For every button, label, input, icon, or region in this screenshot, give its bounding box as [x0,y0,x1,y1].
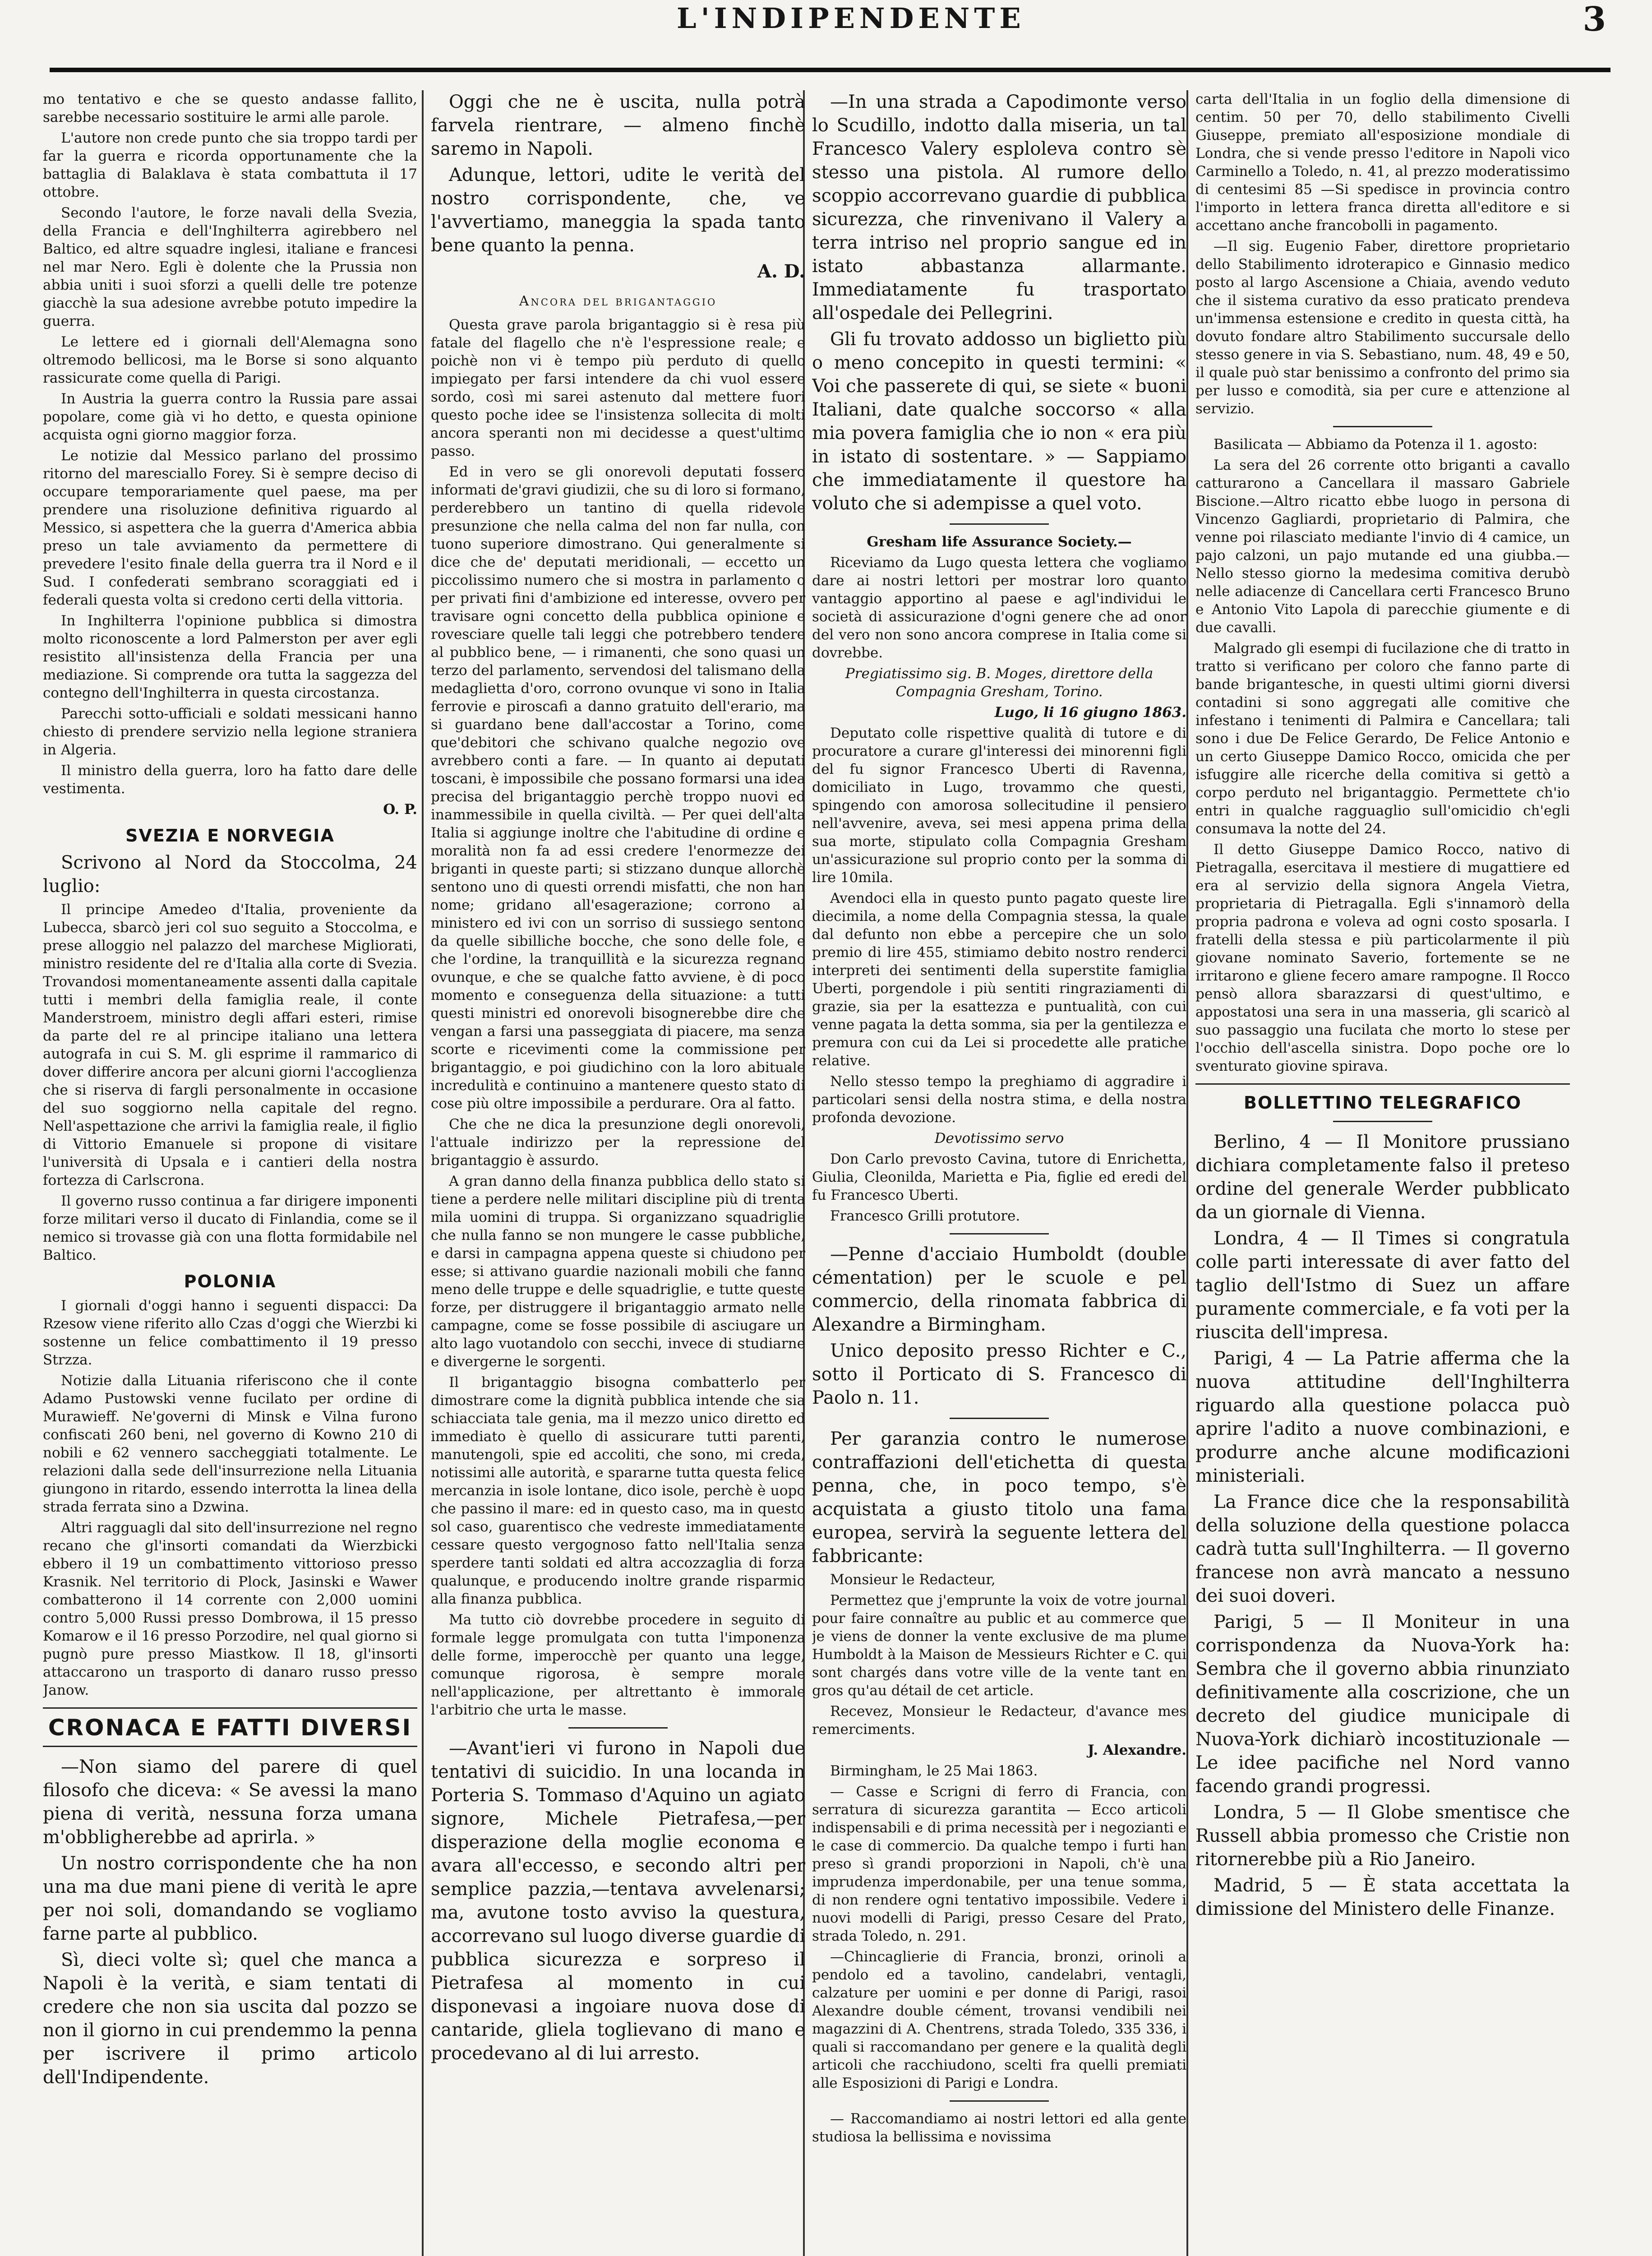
letter-salutation: Monsieur le Redacteur, [830,1572,996,1588]
article-paragraph: Altri ragguagli dal sito dell'insurrezione nel regno recano che gl'insorti comandati da Wierzbicki ebbero il 19 un combattimento vittorioso presso Krasnik. Nel territorio di Plock, Jasinski e Wawer combatterono il 14 corrente con 2,000 uomini contro 5,000 Russi presso Dombrowa, il 15 presso Komarow e il 16 presso Porzodire, nel qual giorno si pugnò pure presso Miastkow. Il 18, gl'insorti attaccarono un trasporto di danaro russo presso Janow. [43,1520,417,1698]
section-rule [43,1746,417,1747]
letter-signature: Don Carlo prevosto Cavina, tutore di Enrichetta, Giulia, Cleonilda, Marietta e Pia, figlie ed eredi del fu Francesco Uberti. [812,1151,1186,1203]
section-rule [950,523,1049,525]
section-heading: Ancora del brigantaggio [519,293,717,309]
section-rule [950,1418,1049,1419]
letter-body: Permettez que j'emprunte la voix de votre journal pour faire connaître au public et au commerce que je viens de donner la vente exclusive de ma plume Humboldt à la Maison de Messieurs Richter e C. qui sont chargés dans votre ville de la vente tant en gros qu'au détail de cet article. [812,1592,1186,1699]
advertisement: Unico deposito presso Richter e C., sotto il Porticato di S. Francesco di Paolo n. 11. [812,1341,1186,1408]
article-paragraph: In Austria la guerra contro la Russia pare assai popolare, come già vi ho detto, e questa opinione acquista ogni giorno maggior forza. [43,391,417,443]
article-paragraph: Il principe Amedeo d'Italia, proveniente da Lubecca, sbarcò jeri col suo seguito a Stoccolma, e prese alloggio nel palazzo del marchese Migliorati, ministro residente del re d'Italia alla corte di Svezia. Trovandosi momentaneamente assenti dalla capitale tutti i membri della famiglia reale, il conte Manderstroem, ministro degli affari esteri, rimise da parte del re al principe italiano una lettera autografa in cui S. M. gli esprime il rammarico di dover differire ancora per alcuni giorni l'accoglienza che si riserva di fargli personalmente in occasione del suo soggiorno nella capitale del regno. Nell'aspettazione che arrivi la famiglia reale, il figlio di Vittorio Emanuele si propone di visitare l'università di Upsala e i cantieri della nostra fortezza di Carlscrona. [43,901,417,1188]
column-1 [43,90,417,2256]
article-paragraph: Avendoci ella in questo punto pagato queste lire diecimila, a nome della Compagnia stessa, la quale dal defunto non ebbe a percepire che un solo premio di lire 455, stimiamo debito nostro renderci interpreti dei sentimenti della superstite famiglia Uberti, porgendole i più sentiti ringraziamenti di grazie, sia per la esattezza e puntualità, con cui venne pagata la detta somma, sia per la gentilezza e premura con cui da Lei si procedette alle pratiche relative. [812,890,1186,1069]
letter-signature: J. Alexandre. [1087,1742,1186,1758]
letter-address: Pregiatissimo sig. B. Moges, direttore della Compagnia Gresham, Torino. [845,666,1154,700]
letter-date: Birmingham, le 25 Mai 1863. [830,1763,1038,1779]
section-rule [950,1233,1049,1234]
advertisement: — Casse e Scrigni di ferro di Francia, con serratura di sicurezza garantita — Ecco articoli indispensabili e di prima necessità per i negozianti e le case di commercio. Da qualche tempo i furti han preso sì grandi proporzioni in Napoli, ch'è una imprudenza imperdonabile, per una tenue somma, di non rendere ogni tentativo impossibile. Vedere i nuovi modelli di Parigi, presso Cesare del Prato, strada Toledo, n. 291. [812,1784,1186,1944]
article-paragraph: Malgrado gli esempi di fucilazione che di tratto in tratto si verificano per coloro che fanno parte di bande brigantesche, in questi ultimi giorni diversi contadini si sono aggregati alle comitive che infestano i tenimenti di Palmira e Cancellara; tali sono i due De Felice Gerardo, De Felice Antonio e un certo Giuseppe Damico Rocco, omicida che per isfuggire alle ricerche della comitiva si gettò a corpo perduto nel brigantaggio. Permettete ch'io entri in qualche ragguaglio sull'omicidio ch'egli consumava la notte del 24. [1195,640,1570,837]
article-paragraph: Oggi che ne è uscita, nulla potrà farvela rientrare, — almeno finchè saremo in Napoli. [431,92,805,159]
article-paragraph: mo tentativo e che se questo andasse fallito, sarebbe necessario sostituire le armi alle parole. [43,91,417,125]
advertisement: Per garanzia contro le numerose contraffazioni dell'etichetta di questa penna, che, in poco tempo, s'è acquistata a giusto titolo una fama europea, servirà la seguente lettera del fabbricante: [812,1428,1186,1567]
article-paragraph: Ma tutto ciò dovrebbe procedere in seguito di formale legge promulgata con tutta l'imponenza delle forme, imperocchè per quanto una legge, comunque rigorosa, è sempre morale nell'applicazione, per altrettanto è immorale l'arbitrio che urta le masse. [431,1612,805,1718]
article-paragraph: Adunque, lettori, udite le verità del nostro corrispondente, che, ve l'avvertiamo, maneggia la spada tanto bene quanto la penna. [431,165,805,256]
article-paragraph: —Avant'ieri vi furono in Napoli due tentativi di suicidio. In una locanda in Porteria S. Tommaso d'Aquino un agiato signore, Michele Pietrafesa,—per disperazione della moglie economa e avara all'eccesso, e secondo altri per semplice pazzia,—tentava avvelenarsi; ma, avutone tosto avviso la questura, accorrevano sul luogo diverse guardie di pubblica sicurezza e sorpreso il Pietrafesa al momento in cui disponevasi a ingoiare nuova dose di cantaride, gliela toglievano di mano e procedevano al di lui arresto. [431,1738,805,2064]
article-paragraph: Le lettere ed i giornali dell'Alemagna sono oltremodo bellicosi, ma le Borse si sono alquanto rassicurate come quella di Parigi. [43,334,417,386]
article-paragraph: Il governo russo continua a far dirigere imponenti forze militari verso il ducato di Finlandia, come se il nemico si trovasse già con una flotta formidabile nel Baltico. [43,1193,417,1263]
article-paragraph: Il detto Giuseppe Damico Rocco, nativo di Pietragalla, esercitava il mestiere di mugattiere ed era al servizio della signora Angela Vietra, proprietaria di Pietragalla. Egli s'innamorò della propria padrona e voleva ad ogni costo sposarla. I fratelli della stessa e più particolarmente il più giovane nominato Saverio, fortemente se ne irritarono e gliene fecero amare rampogne. Il Rocco pensò allora sbarazzarsi di quest'ultimo, e appostatosi una sera in una masseria, gli scaricò al suo passaggio una fucilata che morto lo stese per l'occhio dell'ascella sinistra. Dopo poche ore lo sventurato giovine spirava. [1195,841,1570,1074]
masthead-rule [50,68,1610,72]
article-paragraph: A gran danno della finanza pubblica dello stato si tiene a perdere nelle militari discipline più di trenta mila uomini di truppa. Si organizzano squadriglie che nulla fanno se non mungere le casse pubbliche, e darsi in campagna appena queste si chiudono per esse; si attivano guardie nazionali mobili che fanno meno delle truppe e delle squadriglie, e tutte queste forze, per distruggere il brigantaggio armato nelle campagne, come se fosse possibile di asciugare un alto lago vuotandolo con secchi, invece di studiarne e divergerne le sorgenti. [431,1173,805,1370]
article-paragraph: Ed in vero se gli onorevoli deputati fossero informati de'gravi giudizii, che su di loro si formano, perderebbero un tantino di quella ridevole presunzione che nella calma del non far nulla, con tuono superiore dimostrano. Qui generalmente si dice che de' deputati meridionali, — eccetto un piccolissimo numero che si mostra in parlamento o per privati fini d'ambizione ed interesse, ovvero per travisare ogni concetto della pubblica opinione e rovesciare quelle tali leggi che potrebbero tendere al pubblico bene, — i rimanenti, che sono quasi un terzo del parlamento, servendosi del talismano della medaglietta d'oro, corrono ovunque vi sono in Italia ferrovie e piroscafi a danno gratuito dell'erario, ma si guardano bene dall'accostar a Torino, come que'debitori che schivano qualche negozio ove avrebbero conti a fare. — In quanto ai deputati toscani, è impossibile che possano formarsi una idea precisa del brigantaggio perchè troppo nuovi ed inammessibile in quella civiltà. — Per quei dell'alta Italia si aggiunge inoltre che l'abitudine di ordine e moralità non fa ad essi credere l'enormezze dei briganti in queste parti; si stizzano dunque allorchè sentono uno di questi orrendi misfatti, che non han nome; gridano all'esagerazione; corrono al ministero ed ivi con un sorriso di sussiego sentono da quelle sibilliche bocche, che sono delle fole, e che l'ordine, la tranquillità e la sicurezza regnano ovunque, e che se qualche fatto avviene, è di poco momento e conseguenza della situazione: a tutti questi ministri ed onorevoli bisognerebbe dire che vengan a farsi una passeggiata di piacere, ma senza scorte e ricevimenti come la commissione per brigantaggio, e poi giudichino con la loro abituale incredulità e continuino a mantenere questo stato di cose più oltre impossibile a perdurare. Ora al fatto. [431,464,805,1112]
section-heading: BOLLETTINO TELEGRAFICO [1243,1093,1522,1113]
section-rule [43,1707,417,1709]
article-paragraph: I giornali d'oggi hanno i seguenti dispacci: Da Rzesow viene riferito allo Czas d'oggi che Wierzbi ki sostenne un felice combattimento il 19 presso Strzza. [43,1298,417,1368]
section-heading: CRONACA E FATTI DIVERSI [48,1715,412,1741]
article-paragraph: Parecchi sotto-ufficiali e soldati messicani hanno chiesto di prendere servizio nella legione straniera in Algeria. [43,706,417,758]
advertisement: —Chincaglierie di Francia, bronzi, orinoli a pendolo ed a tavolino, candelabri, ventagli, calzature per uomini e per donne di Parigi, rasoi Alexandre double cément, trovansi vendibili nei magazzini di A. Chentrens, strada Toledo, 335 336, i quali si raccomandano per genere e la qualità degli articoli che racchiudono, scelti fra quelli premiati alle Esposizioni di Parigi e Londra. [812,1949,1186,2091]
article-paragraph: L'autore non crede punto che sia troppo tardi per far la guerra e ricorda opportunamente che la battaglia di Balaklava è stata combattuta il 17 ottobre. [43,130,417,200]
article-paragraph: Sì, dieci volte sì; quel che manca a Napoli è la verità, e siam tentati di credere che non sia uscita dal pozzo se non il giorno in cui prendemmo la penna per iscrivere il primo articolo dell'Indipendente. [43,1950,417,2088]
article-signature: O. P. [383,801,417,818]
telegram-item: Londra, 5 — Il Globe smentisce che Russell abbia promesso che Cristie non ritornerebbe più a Rio Janeiro. [1195,1802,1570,1870]
section-heading: POLONIA [184,1271,277,1291]
article-paragraph: Deputato colle rispettive qualità di tutore e di procuratore a curare gl'interessi dei minorenni figli del fu signor Francesco Uberti di Ravenna, domiciliato in Lugo, trovammo che questi, spingendo con amorosa sollecitudine il pensiero nell'avvenire, aveva, sei mesi appena prima della sua morte, stipulato colla Compagnia Gresham un'assicurazione sul proprio conto per la somma di lire 10mila. [812,725,1186,886]
article-paragraph: Basilicata — Abbiamo da Potenza il 1. agosto: [1214,436,1538,453]
article-signature: A. D. [757,261,805,282]
column-3 [812,90,1186,2256]
telegram-item: Berlino, 4 — Il Monitore prussiano dichiara completamente falso il preteso ordine del generale Werder pubblicato da un giornale di Vienna. [1195,1132,1570,1223]
article-paragraph: La sera del 26 corrente otto briganti a cavallo catturarono a Cancellara il massaro Gabriele Biscione.—Altro ricatto ebbe luogo in persona di Vincenzo Gagliardi, proprietario di Palmira, che venne poi rilasciato mediante l'invio di 4 camice, un pajo calzoni, un pajo mutande ed una giubba.—Nello stesso giorno la medesima comitiva derubò nelle adiacenze di Cancellara certi Francesco Bruno e Antonio Vito Lapola di parecchie giumente e di due cavalli. [1195,457,1570,636]
telegram-item: Madrid, 5 — È stata accettata la dimissione del Ministero delle Finanze. [1195,1875,1570,1919]
column-4 [1195,90,1570,2256]
letter-signature: Francesco Grilli protutore. [830,1208,1020,1224]
advertisement: —Penne d'acciaio Humboldt (double cémentation) per le scuole e pel commercio, della rinomata fabbrica di Alexandre a Birmingham. [812,1244,1186,1335]
article-paragraph: Nello stesso tempo la preghiamo di aggradire i particolari sensi della nostra stima, e della nostra profonda devozione. [812,1073,1186,1126]
article-paragraph: Scrivono al Nord da Stoccolma, 24 luglio: [43,852,417,897]
advertisement: —Il sig. Eugenio Faber, direttore proprietario dello Stabilimento idroterapico e Ginnasio medico posto al largo Ascensione a Chiaia, avendo veduto che il sistema curativo da esso praticato prendeva un'immensa estensione e credito in questa città, ha dovuto fondare altro Stabilimento succursale dello stesso genere in via S. Sebastiano, num. 48, 49 e 50, il quale può star benissimo a confronto del primo sia per lusso e comodità, sia per cure e attenzione al servizio. [1195,238,1570,417]
column-divider [1186,90,1188,2256]
letter-closing: Devotissimo servo [934,1130,1064,1146]
article-paragraph: Il ministro della guerra, loro ha fatto dare delle vestimenta. [43,763,417,797]
article-paragraph: Notizie dalla Lituania riferiscono che il conte Adamo Pustowski venne fucilato per ordine di Murawieff. Ne'governi di Minsk e Vilna furono confiscati 260 beni, nel governo di Kowno 210 di nobili e 62 vennero saccheggiati totalmente. Le relazioni dalla sede dell'insurrezione nella Lituania giungono in ritardo, essendo interrotta la linea della strada ferrata sino a Dzwina. [43,1373,417,1515]
page-number: 3 [1583,0,1606,39]
column-2 [431,90,805,2256]
article-paragraph: —In una strada a Capodimonte verso lo Scudillo, indotto dalla miseria, un tal Francesco Valery esploleva contro sè stesso una pistola. Al rumore dello scoppio accorrevano guardie di pubblica sicurezza, che rinvenivano il Valery a terra intriso nel proprio sangue ed in istato abbastanza allarmante. Immediatamente fu trasportato all'ospedale dei Pellegrini. [812,92,1186,324]
section-rule [1333,1121,1432,1122]
section-heading: SVEZIA E NORVEGIA [125,826,335,846]
telegram-item: Parigi, 4 — La Patrie afferma che la nuova attitudine dell'Inghilterra riguardo alla questione polacca può aprire l'adito a nuove combinazioni, e produrre anche alcune modificazioni ministeriali. [1195,1348,1570,1486]
masthead [50,0,1610,68]
telegram-item: La France dice che la responsabilità della soluzione della questione polacca cadrà tutta sull'Inghilterra. — Il governo francese non avrà mancato a nessuno dei suoi doveri. [1195,1492,1570,1606]
telegram-item: Londra, 4 — Il Times si congratula colle parti interessate di aver fatto del taglio dell'Istmo di Suez un affare puramente commerciale, e fa voti per la riuscita dell'impresa. [1195,1228,1570,1343]
advertisement: — Raccomandiamo ai nostri lettori ed alla gente studiosa la bellissima e novissima [812,2111,1186,2145]
section-rule [950,2100,1049,2102]
advertisement: carta dell'Italia in un foglio della dimensione di centim. 50 per 70, dello stabilimento Civelli Giuseppe, premiato all'esposizione mondiale di Londra, che si vende presso l'editore in Napoli vico Carminello a Toledo, n. 41, al prezzo moderatissimo di centesimi 85 —Si spedisce in provincia contro l'importo in lettera franca diretta all'editore e si accettano anche francobolli in pagamento. [1195,91,1570,234]
section-rule [568,1727,668,1729]
article-paragraph: In Inghilterra l'opinione pubblica si dimostra molto riconoscente a lord Palmerston per aver egli resistito all'insistenza della Francia per una mediazione. Si comprende ora tutta la saggezza del contegno dell'Inghilterra in questa circostanza. [43,613,417,701]
article-paragraph: —Non siamo del parere di quel filosofo che diceva: « Se avessi la mano piena di verità, nessuna forza umana m'obbligherebbe ad aprirla. » [43,1757,417,1848]
article-paragraph: Le notizie dal Messico parlano del prossimo ritorno del maresciallo Forey. Si è sempre deciso di occupare temporariamente quel paese, ma per prendere una risoluzione definitiva riguardo al Messico, si aspettera che la guerra d'America abbia preso un tale avviamento da permettere di prevedere l'esito finale della guerra tra il Nord e il Sud. I confederati sembrano scoraggiati ed i federali questa volta si credono certi della vittoria. [43,448,417,608]
article-paragraph: Il brigantaggio bisogna combatterlo per dimostrare come la dignità pubblica intende che sia schiacciata tale genia, ma il mezzo unico diretto ed immediato è quello di assicurare tutti parenti, manutengoli, spie ed accoliti, che sono, mi creda, notissimi alle autorità, e spararne tutta questa felice mercanzia in isole lontane, dico isole, perchè è uopo che passino il mare: ed in questo caso, ma in questo sol caso, guarentisco che vedreste immediatamente cessare questo vergognoso fatto nell'Italia senza sperdere tanti soldati ed altra accozzaglia di forza qualunque, e producendo inoltre grande risparmio alla finanza pubblica. [431,1374,805,1607]
article-paragraph: Che che ne dica la presunzione degli onorevoli, l'attuale indirizzo per la repressione del brigantaggio è assurdo. [431,1116,805,1169]
telegram-item: Parigi, 5 — Il Moniteur in una corrispondenza da Nuova-York ha: Sembra che il governo abbia rinunziato definitivamente alla coscrizione, che un decreto del giudice municipale di Nuova-York dichiarò incostituzionale — Le idee pacifiche nel Nord vanno facendo grandi progressi. [1195,1612,1570,1797]
letter-body: Recevez, Monsieur le Redacteur, d'avance mes remerciments. [812,1703,1186,1738]
article-paragraph: Riceviamo da Lugo questa lettera che vogliamo dare ai nostri lettori per mostrar loro quanto vantaggio apportino al paese e agl'individui le società di assicurazione d'ogni genere che ad onor del vero non sono ancora comprese in Italia come si dovrebbe. [812,555,1186,661]
article-paragraph: Questa grave parola brigantaggio si è resa più fatale del flagello che n'è l'espressione reale; e poichè non vi è tempo più perduto di quello impiegato per farsi intendere da chi vuol essere sordo, così mi sarei astenuto dal mettere fuori questo poche idee se l'insistenza sollecita di molti ancora speranti non mi decidesse a quest'ultimo passo. [431,317,805,459]
section-heading: Gresham life Assurance Society.— [867,534,1132,550]
newspaper-title: L'INDIPENDENTE [677,2,1025,35]
letter-date: Lugo, li 16 giugno 1863. [994,704,1186,721]
section-rule [1333,426,1432,427]
column-divider [422,90,424,2256]
article-paragraph: Gli fu trovato addosso un biglietto più o meno concepito in questi termini: « Voi che passerete di qui, se siete « buoni Italiani, date qualche soccorso « alla mia povera famiglia che io non « era più in istato di sostentare. » — Sappiamo che immediatamente il questore ha voluto che si adempisse a quel voto. [812,329,1186,514]
article-paragraph: Un nostro corrispondente che ha non una ma due mani piene di verità le apre per noi soli, domandando se vogliamo farne parte al pubblico. [43,1853,417,1944]
section-rule [1195,1083,1570,1085]
article-paragraph: Secondo l'autore, le forze navali della Svezia, della Francia e dell'Inghilterra agirebbero nel Baltico, ed altre squadre inglesi, italiane e francesi nel mar Nero. Egli è dolente che la Prussia non abbia uniti i suoi sforzi a quelli delle tre potenze giacchè la sua adesione avrebbe potuto impedire la guerra. [43,205,417,329]
